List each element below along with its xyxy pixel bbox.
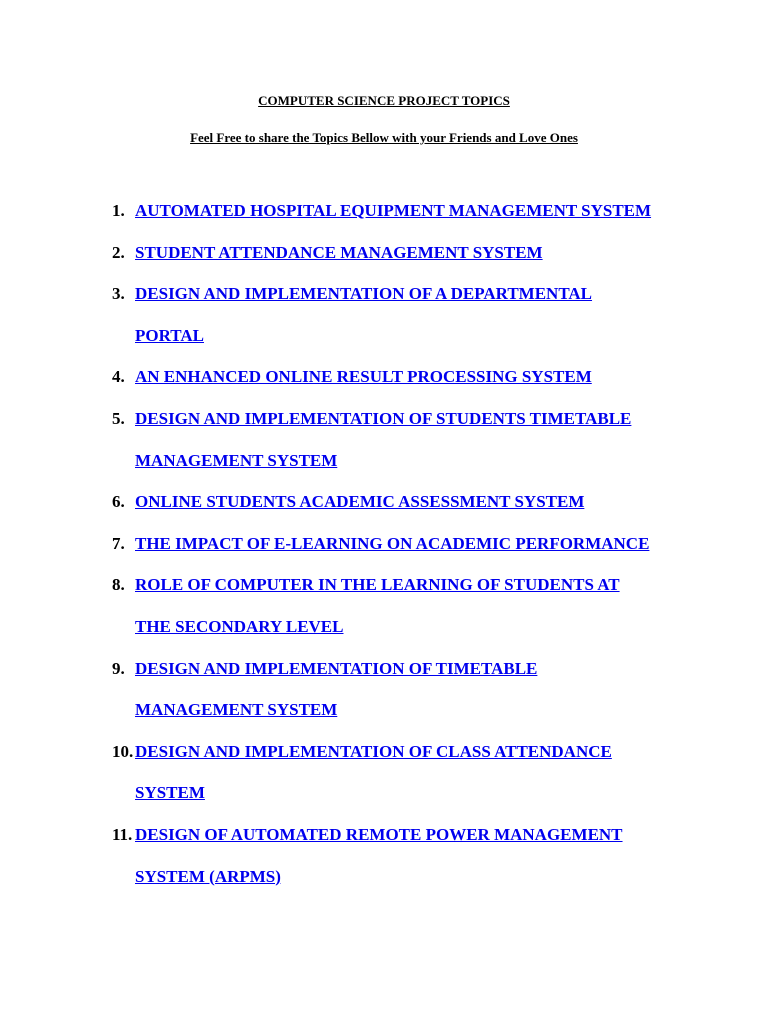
topic-link[interactable]: ROLE OF COMPUTER IN THE LEARNING OF STUDENTS AT	[135, 575, 620, 595]
topic-link[interactable]: THE IMPACT OF E-LEARNING ON ACADEMIC PERFORMANCE	[135, 533, 650, 553]
topic-link[interactable]: MANAGEMENT SYSTEM	[135, 700, 338, 720]
topic-link[interactable]: AN ENHANCED ONLINE RESULT PROCESSING SYSTEM	[135, 367, 592, 387]
topic-link[interactable]: DESIGN AND IMPLEMENTATION OF CLASS ATTENDANCE	[135, 741, 612, 761]
topic-link[interactable]: DESIGN AND IMPLEMENTATION OF STUDENTS TIMETABLE	[135, 409, 632, 428]
topic-link[interactable]: SYSTEM (ARPMS)	[135, 866, 281, 886]
topic-number: 10.	[112, 741, 134, 761]
topic-number: 8.	[112, 575, 125, 595]
topic-number: 7.	[112, 533, 125, 553]
topic-number: 5.	[112, 409, 125, 428]
topic-number: 9.	[112, 658, 125, 678]
topic-link[interactable]: DESIGN AND IMPLEMENTATION OF A DEPARTMENTAL	[135, 284, 593, 304]
topic-number: 2.	[112, 242, 125, 262]
topic-number: 3.	[112, 284, 125, 304]
topic-link[interactable]: DESIGN AND IMPLEMENTATION OF TIMETABLE	[135, 658, 538, 678]
topic-link[interactable]: MANAGEMENT SYSTEM	[135, 450, 338, 470]
topic-number: 1.	[112, 201, 125, 220]
topic-link[interactable]: SYSTEM	[135, 783, 205, 803]
topic-link[interactable]: THE SECONDARY LEVEL	[135, 616, 344, 636]
topic-number: 11.	[112, 825, 133, 844]
topic-link[interactable]: AUTOMATED HOSPITAL EQUIPMENT MANAGEMENT SYSTEM	[135, 201, 652, 220]
topic-number: 4.	[112, 367, 125, 387]
document-subtitle: Feel Free to share the Topics Bellow with your Friends and Love Ones	[190, 130, 578, 145]
topic-link[interactable]: DESIGN OF AUTOMATED REMOTE POWER MANAGEMENT	[135, 825, 623, 844]
document-title: COMPUTER SCIENCE PROJECT TOPICS	[258, 93, 510, 108]
topic-link[interactable]: ONLINE STUDENTS ACADEMIC ASSESSMENT SYSTEM	[135, 492, 585, 512]
topic-link[interactable]: PORTAL	[135, 325, 204, 345]
topic-link[interactable]: STUDENT ATTENDANCE MANAGEMENT SYSTEM	[135, 242, 543, 262]
topic-number: 6.	[112, 492, 125, 512]
